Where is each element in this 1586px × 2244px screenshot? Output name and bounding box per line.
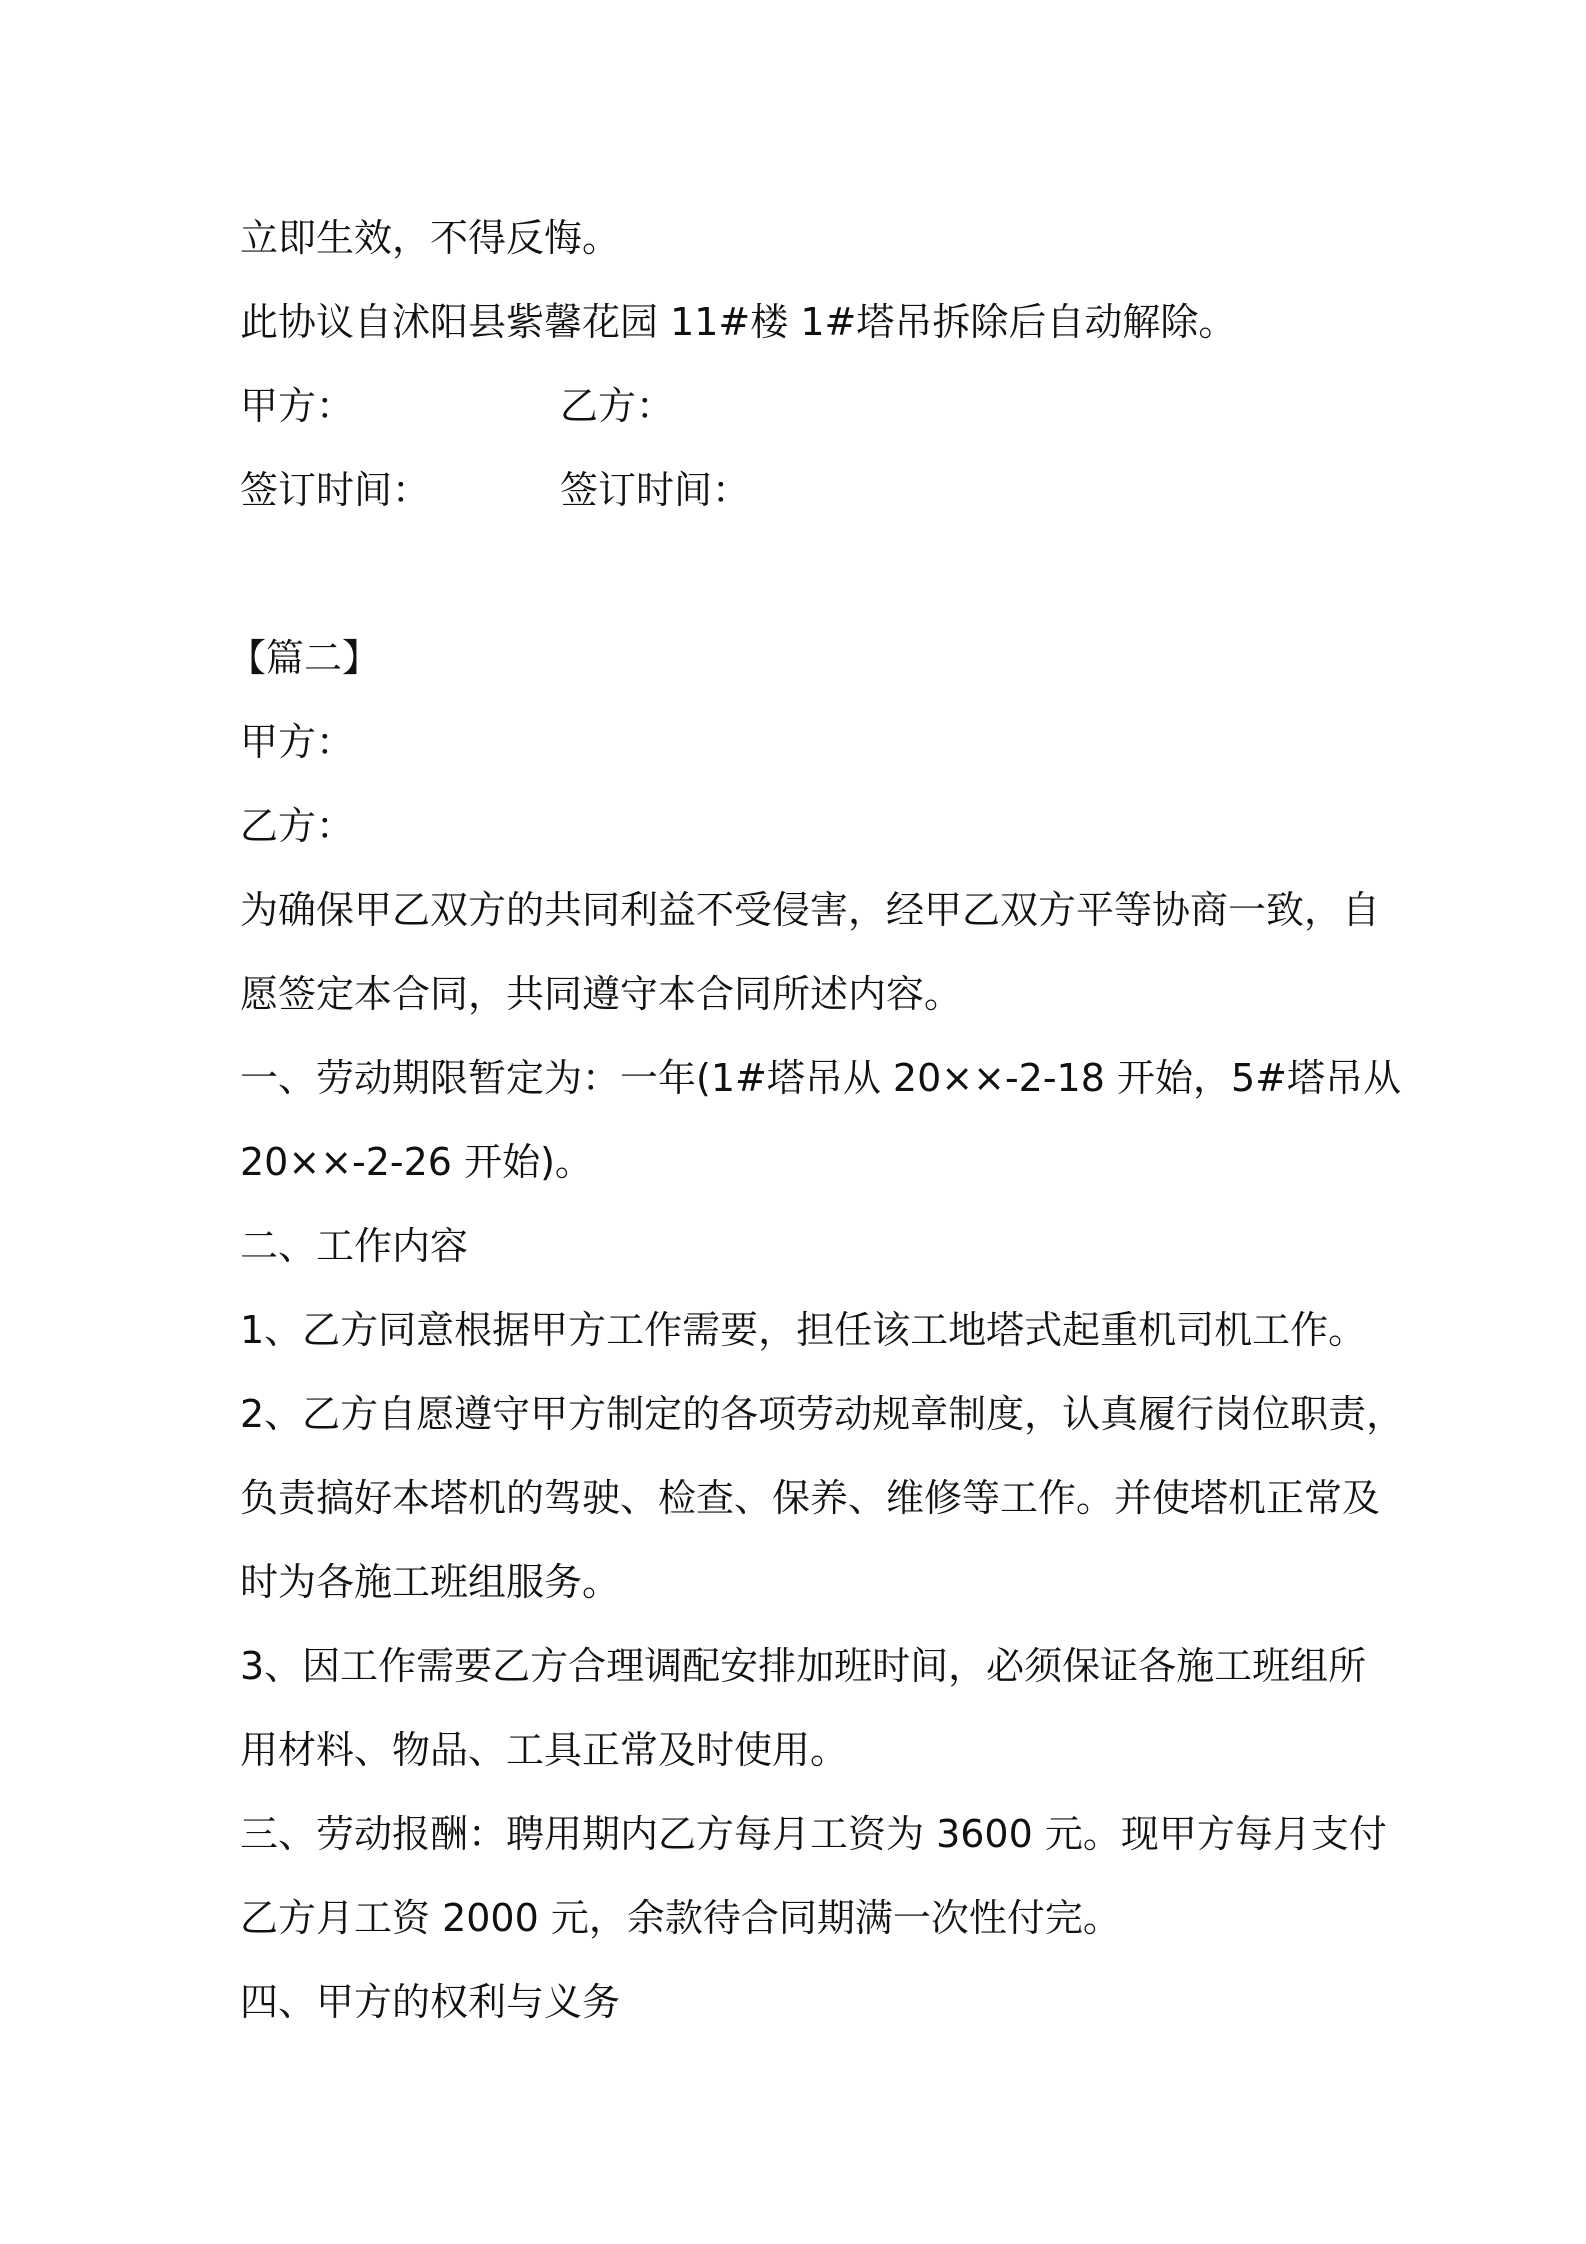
text-line: 乙方： xyxy=(240,804,355,848)
text-line: 用材料、物品、工具正常及时使用。 xyxy=(240,1728,849,1772)
text-line: 此协议自沭阳县紫馨花园 11#楼 1#塔吊拆除后自动解除。 xyxy=(240,300,1237,344)
text-line: 立即生效，不得反悔。 xyxy=(240,216,621,260)
sign-date-a-label: 签订时间： xyxy=(240,468,431,512)
text-line: 3、因工作需要乙方合理调配安排加班时间，必须保证各施工班组所 xyxy=(240,1644,1367,1688)
party-b-label: 乙方： xyxy=(560,384,675,428)
signature-row-dates xyxy=(240,448,1390,532)
section-heading: 【篇二】 xyxy=(228,636,381,680)
text-line: 2、乙方自愿遵守甲方制定的各项劳动规章制度，认真履行岗位职责， xyxy=(240,1392,1405,1436)
text-line: 乙方月工资 2000 元，余款待合同期满一次性付完。 xyxy=(240,1896,1121,1940)
text-line: 二、工作内容 xyxy=(240,1224,469,1268)
sign-date-b-label: 签订时间： xyxy=(560,468,751,512)
text-line: 为确保甲乙双方的共同利益不受侵害，经甲乙双方平等协商一致，自 xyxy=(240,888,1381,932)
text-line: 1、乙方同意根据甲方工作需要，担任该工地塔式起重机司机工作。 xyxy=(240,1308,1367,1352)
text-line: 四、甲方的权利与义务 xyxy=(240,1980,621,2024)
text-line: 20××-2-26 开始)。 xyxy=(240,1140,593,1184)
text-line: 一、劳动期限暂定为：一年(1#塔吊从 20××-2-18 开始，5#塔吊从 xyxy=(240,1056,1402,1100)
text-line: 愿签定本合同，共同遵守本合同所述内容。 xyxy=(240,972,963,1016)
document-body xyxy=(228,196,1405,2044)
signature-row-parties xyxy=(240,364,1390,448)
text-line: 三、劳动报酬：聘用期内乙方每月工资为 3600 元。现甲方每月支付 xyxy=(240,1812,1387,1856)
text-line: 甲方： xyxy=(240,720,355,764)
text-line: 时为各施工班组服务。 xyxy=(240,1560,621,1604)
text-line: 负责搞好本塔机的驾驶、检查、保养、维修等工作。并使塔机正常及 xyxy=(240,1476,1381,1520)
party-a-label: 甲方： xyxy=(240,384,355,428)
